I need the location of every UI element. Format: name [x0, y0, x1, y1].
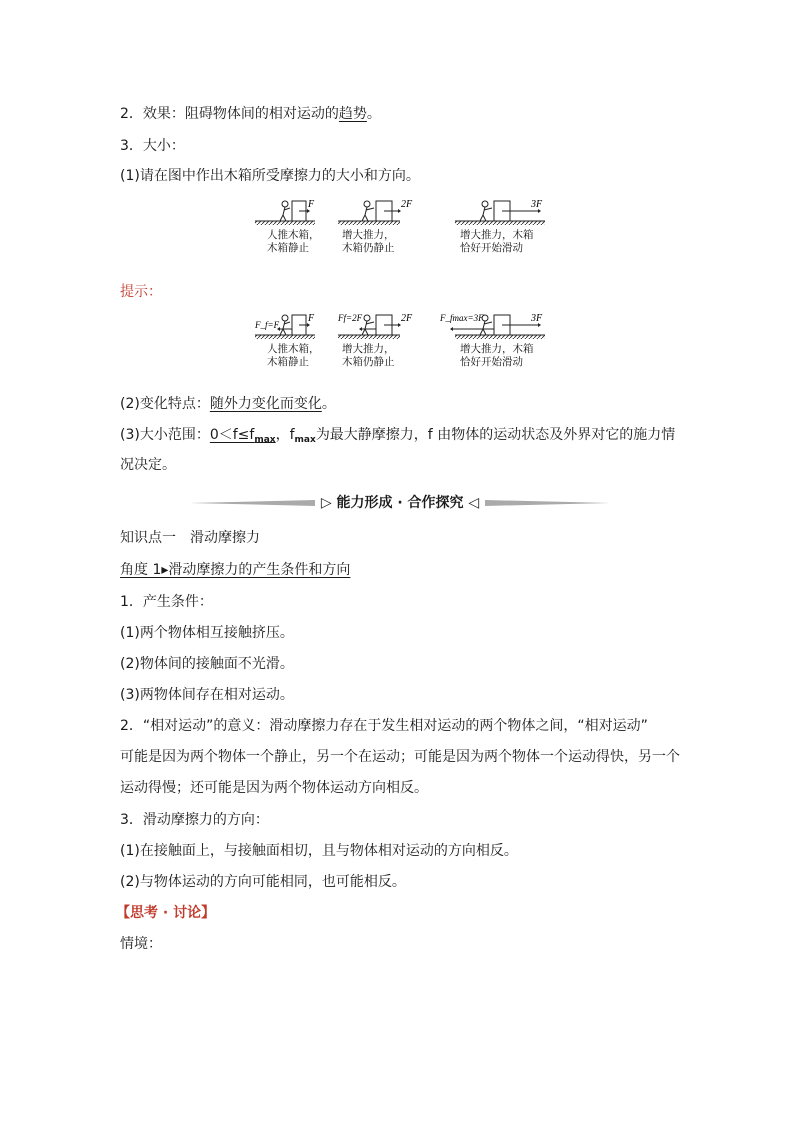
force-label: F [308, 313, 315, 324]
condition-heading: 1．产生条件： [120, 594, 213, 610]
person-icon [280, 315, 290, 335]
caption-line: 人推木箱， [267, 343, 320, 355]
caption-line: 增大推力，木箱 [460, 229, 534, 241]
effect-text: 2．效果：阻碍物体间的相对运动的 [120, 106, 339, 122]
range-label: (3)大小范围： [120, 427, 210, 443]
panel-2 [337, 313, 413, 368]
person-icon [362, 315, 374, 335]
force-label: 3F [531, 313, 543, 324]
figure-friction-answer [250, 310, 560, 376]
caption-line: 恰好开始滑动 [460, 242, 523, 254]
knowledge-point-title: 知识点一 滑动摩擦力 [120, 530, 260, 546]
change-label: (2)变化特点： [120, 396, 210, 412]
person-icon [480, 201, 492, 221]
force-label: 2F [401, 199, 413, 210]
change-feature-line [120, 394, 336, 414]
force-label: 2F [401, 313, 413, 324]
panel-3 [455, 199, 545, 254]
panel-1 [255, 199, 320, 254]
section-banner [190, 492, 610, 514]
caption-line: 木箱静止 [267, 356, 309, 368]
caption-line: 木箱仍静止 [342, 356, 395, 368]
condition-1: (1)两个物体相互接触挤压。 [120, 625, 294, 641]
caption-line: 木箱仍静止 [342, 242, 395, 254]
panel-2 [338, 199, 413, 254]
caption-line: 增大推力， [342, 343, 395, 355]
panel-1 [254, 313, 320, 368]
range-text-post: 为最大静摩擦力，f 由物体的运动状态及外界对它的施力情 [315, 427, 676, 443]
caption-line: 恰好开始滑动 [460, 356, 523, 368]
panel-3 [439, 313, 545, 368]
hint-label: 提示： [120, 284, 162, 300]
relative-motion-para-1: 2．“相对运动”的意义：滑动摩擦力存在于发生相对运动的两个物体之间，“相对运动” [120, 718, 648, 734]
change-end: 。 [321, 396, 336, 412]
task-line: (1)请在图中作出木箱所受摩擦力的大小和方向。 [120, 168, 420, 184]
friction-label: F_fmax=3F [440, 313, 484, 323]
range-underlined: $0<f\le f_{max}$ [209, 427, 276, 445]
effect-line [120, 104, 381, 124]
scenario-label: 情境： [120, 936, 162, 952]
range-sub: max [294, 435, 316, 445]
direction-1: (1)在接触面上，与接触面相切，且与物体相对运动的方向相反。 [120, 843, 518, 859]
condition-2: (2)物体间的接触面不光滑。 [120, 656, 294, 672]
effect-end: 。 [366, 106, 381, 122]
range-text: ，f [275, 427, 295, 443]
change-underlined: 随外力变化而变化 [209, 396, 322, 412]
angle-title: 角度 1▸滑动摩擦力的产生条件和方向 [120, 562, 351, 578]
force-label: F [308, 199, 315, 210]
banner-title: ▷ 能力形成 · 合作探究 ◁ [320, 495, 480, 511]
caption-line: 增大推力， [342, 229, 395, 241]
size-heading: 3．大小： [120, 138, 185, 154]
person-icon [362, 201, 374, 221]
effect-underlined: 趋势 [338, 106, 367, 122]
range-line [120, 425, 675, 450]
think-discuss-heading: 【思考 · 讨论】 [116, 905, 216, 921]
direction-heading: 3．滑动摩擦力的方向： [120, 812, 269, 828]
relative-motion-para-2: 可能是因为两个物体一个静止，另一个在运动；可能是因为两个物体一个运动得快，另一个 [120, 749, 680, 765]
caption-line: 木箱静止 [267, 242, 309, 254]
friction-label: F_f=F [255, 320, 280, 330]
friction-label: Ff=2F [338, 313, 363, 323]
person-icon [280, 201, 290, 221]
caption-line: 人推木箱， [267, 229, 320, 241]
direction-2: (2)与物体运动的方向可能相同，也可能相反。 [120, 874, 406, 890]
relative-motion-para-3: 运动得慢；还可能是因为两个物体运动方向相反。 [120, 780, 428, 796]
figure-push-box [250, 196, 560, 262]
condition-3: (3)两物体间存在相对运动。 [120, 687, 294, 703]
force-label: 3F [531, 199, 543, 210]
range-line-cont: 况决定。 [120, 457, 176, 473]
caption-line: 增大推力，木箱 [460, 343, 534, 355]
